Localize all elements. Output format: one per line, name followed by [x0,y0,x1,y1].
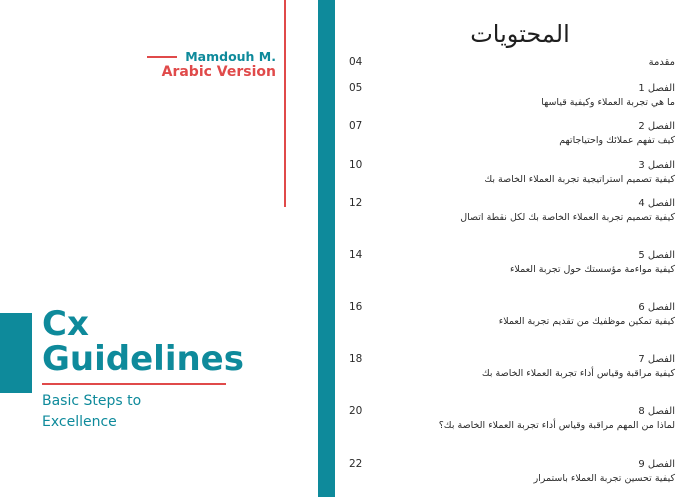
toc-text [484,159,675,187]
toc-text [482,353,675,381]
contents-page [335,0,700,497]
toc-chapter-label: الفصل 3 [638,160,675,171]
decorative-vertical-line [284,0,286,207]
toc-chapter-label: الفصل 6 [638,302,675,313]
version-label: Arabic Version [161,64,276,80]
toc-chapter-label: مقدمة [648,57,675,68]
book-subtitle [42,391,192,433]
book-title [42,304,244,379]
author-row [147,49,276,64]
toc-page-number: 12 [349,197,363,209]
toc-entry-chapter-1[interactable] [335,82,700,116]
toc-text [559,120,675,148]
toc-chapter-title: ما هي تجربة العملاء وكيفية قياسها [541,97,675,108]
toc-chapter-title: كيفية تصميم استراتيجية تجربة العملاء الخاصة بك [484,174,675,185]
toc-page-number: 07 [349,120,363,132]
toc-text [439,405,675,433]
toc-page-number: 20 [349,405,363,417]
toc-text [510,249,675,277]
title-line-2: Guidelines [42,339,244,379]
toc-chapter-label: الفصل 1 [638,83,675,94]
toc-entry-chapter-5[interactable] [335,249,700,283]
toc-chapter-title: كيفية تصميم تجربة العملاء الخاصة بك لكل نقطة اتصال [460,212,675,223]
toc-text [649,56,675,70]
toc-chapter-label: الفصل 7 [638,354,675,365]
toc-page-number: 16 [349,301,363,313]
title-underline [42,383,226,385]
toc-chapter-title: كيفية تمكين موظفيك من تقديم تجربة العملاء [498,316,675,327]
toc-page-number: 22 [349,458,363,470]
toc-text [499,301,675,329]
toc-page-number: 05 [349,82,363,94]
toc-chapter-label: الفصل 5 [638,250,675,261]
toc-page-number: 10 [349,159,363,171]
toc-text [541,82,675,110]
toc-chapter-title: لماذا من المهم مراقبة وقياس أداء تجربة العملاء الخاصة بك؟ [438,420,675,431]
toc-entry-chapter-2[interactable] [335,120,700,154]
toc-page-number: 04 [349,56,363,68]
toc-text [460,197,675,225]
title-line-1: Cx [42,304,89,344]
subtitle-line-1: Basic Steps to [42,393,142,409]
contents-title: المحتويات [470,20,570,48]
toc-entry-chapter-7[interactable] [335,353,700,387]
toc-entry-chapter-3[interactable] [335,159,700,193]
toc-entry-chapter-4[interactable] [335,197,700,231]
toc-page-number: 14 [349,249,363,261]
toc-entry-chapter-8[interactable] [335,405,700,439]
toc-chapter-title: كيفية تحسين تجربة العملاء باستمرار [533,473,675,484]
subtitle-line-2: Excellence [42,414,117,430]
cover-page [0,0,318,497]
toc-chapter-label: الفصل 2 [638,121,675,132]
toc-chapter-title: كيفية مراقبة وقياس أداء تجربة العملاء الخاصة بك [481,368,675,379]
toc-chapter-label: الفصل 8 [638,406,675,417]
book-spine [318,0,335,497]
toc-chapter-label: الفصل 9 [638,459,675,470]
toc-entry-chapter-9[interactable] [335,458,700,492]
toc-page-number: 18 [349,353,363,365]
toc-chapter-title: كيفية مواءمة مؤسستك حول تجربة العملاء [509,264,675,275]
toc-chapter-label: الفصل 4 [638,198,675,209]
toc-chapter-title: كيف تفهم عملائك واحتياجاتهم [559,135,675,146]
author-dash [147,56,177,58]
accent-block [0,313,32,393]
author-name: Mamdouh M. [185,49,276,64]
toc-text [534,458,675,486]
toc-entry-chapter-6[interactable] [335,301,700,335]
